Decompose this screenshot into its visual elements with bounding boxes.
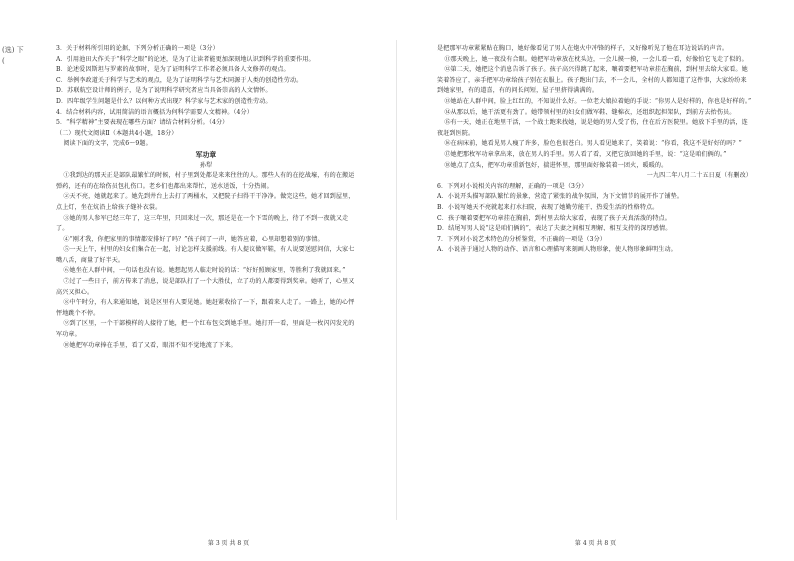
- question-6-option-a: A．小说开头描写部队繁忙的景象，营造了紧张的战争氛围，为下文情节的展开作了铺垫。: [437, 193, 684, 201]
- story-paragraph: ④“刚才我，你把家里的事情都安排好了吗？”孩子问了一声，她答应着，心里却想着别的事情。: [63, 235, 324, 243]
- page-number-left: 第 3 页 共 8 页: [207, 540, 250, 547]
- question-6: [437, 182, 752, 235]
- story-paragraph: ⑫第二天，她把这个消息告诉了孩子。孩子高兴得跳了起来，嚷着要把军功章挂在胸前，到村里去给大家看。她笑着答应了，亲手把军功章给孩子别在衣服上。孩子跑出门去，不一会儿，全村的人都知道了这件事，大家纷纷来到她家里，有的道喜，有的问长问短，屋子里挤得满满的。: [437, 66, 748, 95]
- story-title: 军功章: [195, 150, 217, 159]
- page-number-right: 第 4 页 共 8 页: [574, 540, 617, 547]
- story-paragraph: ③她的男人参军已经三年了，这三年里，只回来过一次，那还是在一个下雪的晚上，待了不到一夜就又走了。: [56, 214, 349, 233]
- question-3: [56, 44, 356, 97]
- story-paragraph: ⑨到了区里，一个干部模样的人接待了她，把一个红布包交到她手里。她打开一看，里面是一枚闪闪发光的军功章。: [56, 320, 355, 339]
- section-heading: （二）现代文阅读Ⅱ（本题共4小题，18分）: [56, 129, 178, 137]
- story-paragraph: ⑪那天晚上，她一夜没有合眼。她把军功章放在枕头边，一会儿摸一摸，一会儿看一看，好像怕它飞走了似的。: [444, 55, 748, 63]
- story-body: [56, 171, 356, 351]
- story-continuation: [437, 44, 752, 171]
- question-7-stem: 7．下列对小说艺术特色的分析鉴赏，不正确的一项是（3分）: [437, 235, 606, 243]
- question-3-option-d: D．苏联航空设计师的例子，是为了说明科学研究者应当具备崇高的人文情怀。: [56, 87, 272, 95]
- story-paragraph: ⑦过了一些日子，前方传来了消息，说是部队打了一个大胜仗，立了功的人都要得到奖章。她听了，心里又高兴又担心。: [56, 278, 355, 296]
- story-paragraph: ②天不亮，她就起来了。她先到井台上去打了两桶水，又把院子扫得干干净净。做完这些，她才回到屋里，点上灯，坐在炕沿上给孩子缝补衣裳。: [56, 193, 355, 211]
- margin-mark: (选) 下(: [2, 46, 24, 65]
- story-paragraph: ⑱她点了点头，把军功章重新包好，揣进怀里，那里面好像装着一团火，暖暖的。: [444, 161, 668, 169]
- question-6-option-c: C．孩子嚷着要把军功章挂在胸前，到村里去给大家看，表现了孩子天真活泼的特点。: [437, 214, 671, 222]
- question-6-stem: 6．下列对小说相关内容的理解，正确的一项是（3分）: [437, 182, 588, 190]
- story-paragraph: ①我到达的那天正是部队最繁忙的时候，村子里到处都是来来往往的人。那些人有的在挖战壕，有的在搬运弹药，还有的在给伤员包扎伤口。老乡们也都出来帮忙，送水送饭，十分热闹。: [56, 172, 355, 190]
- right-page: [397, 0, 794, 561]
- story-paragraph: ⑧中午时分，有人来通知她，说是区里有人要见她。她赶紧收拾了一下，跟着来人走了。一路上，她的心怦怦地跳个不停。: [56, 299, 355, 317]
- questions-4-5: [56, 97, 356, 129]
- question-7-option-a: A．小说善于通过人物的动作、语言和心理描写来刻画人物形象，使人物形象鲜明生动。: [437, 246, 677, 254]
- story-paragraph: ⑥她坐在人群中间，一句话也没有说。她想起男人临走时说的话：“好好照顾家里，等胜利了我就回来。”: [63, 267, 346, 275]
- question-3-option-c: C．举例李政道关于科学与艺术的观点，是为了证明科学与艺术同源于人类的创造性劳动。: [56, 76, 303, 84]
- question-3-option-b: B．论述爱因斯坦与罗素的故事时，是为了证明科学工作者必须具备人文修养的观点。: [56, 66, 290, 74]
- story-date: 一九四二年八月二十五日夏（有删改）: [646, 172, 752, 180]
- question-3-option-a: A．引用池田大作关于“科学之眼”的论述，是为了让读者能更加深刻地认识到科学的重要作用。: [56, 55, 315, 63]
- question-5: 5．“科学精神”主要表现在哪些方面？请结合材料分析。（4分）: [56, 119, 229, 127]
- section-instruction: 阅读下面的文字，完成6～9题。: [63, 140, 152, 148]
- question-6-option-d: D．结尾写男人说“这是咱们俩的”，表达了夫妻之间相互理解、相互支持的深厚感情。: [437, 225, 672, 233]
- story-paragraph: ⑩她把军功章捧在手里，看了又看，眼泪不知不觉地流了下来。: [63, 341, 237, 349]
- question-3-stem: 3．关于材料所引用的论据，下列分析正确的一项是（3分）: [56, 45, 219, 52]
- left-column: [56, 44, 356, 535]
- story-paragraph: 是把那军功章紧紧贴在胸口，她好像看见了男人在炮火中冲锋的样子，又好像听见了他在耳边说话的声音。: [437, 45, 729, 52]
- story-paragraph: ⑬她站在人群中间，脸上红红的，不知说什么好。一位老大娘拉着她的手说：“你男人是好样的，你也是好样的。”: [444, 97, 752, 105]
- story-author: 孙犁: [199, 161, 213, 169]
- story-paragraph: ⑮有一天，她正在地里干活，一个战士跑来找她，说是她的男人受了伤，住在后方医院里。她放下手里的活，连夜赶到医院。: [437, 119, 748, 137]
- question-7: [437, 235, 752, 256]
- story-paragraph: ⑯在病床前，她看见男人瘦了许多，脸色也很苍白。男人看见她来了，笑着说：“你看，我这不是好好的吗？”: [444, 140, 742, 148]
- story-paragraph: ⑤一天上午，村里的妇女们集合在一起，讨论怎样支援前线。有人提议做军鞋，有人说要送慰问信，大家七嘴八舌，商量了好半天。: [56, 246, 355, 264]
- story-paragraph: ⑰她把那枚军功章拿出来，放在男人的手里。男人看了看，又把它放回她的手里，说：“这是咱们俩的。”: [444, 150, 727, 158]
- story-paragraph: ⑭从那以后，她干活更有劲了。她带领村里的妇女们做军鞋、缝棉衣，还组织起担架队，到前方去抬伤员。: [444, 108, 736, 116]
- question-6-option-b: B．小说写她天不亮就起来打水扫院，表现了她勤劳能干、热爱生活的性格特点。: [437, 203, 659, 211]
- question-4: 4．结合材料内容，试用简洁的语言概括为何科学需要人文精神。（4分）: [56, 108, 253, 116]
- right-column: [437, 44, 752, 535]
- question-line: D．四年级学生问题是什么？以何种方式出现？科学家与艺术家的创造性劳动。: [56, 97, 272, 105]
